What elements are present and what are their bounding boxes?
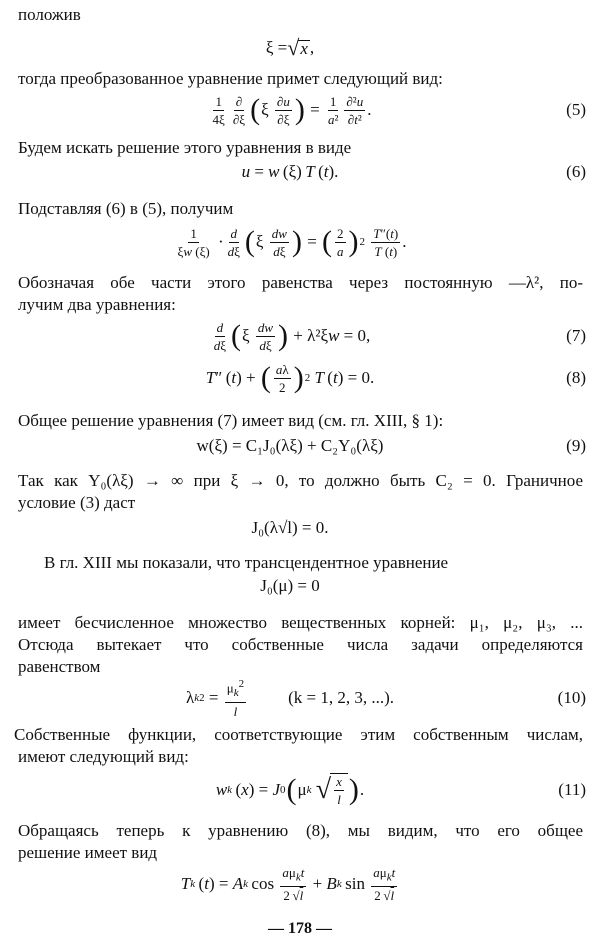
equation-boundary xyxy=(0,506,600,550)
text-line: положив xyxy=(18,5,81,24)
equation-transcendental xyxy=(0,568,600,604)
equation-number: (11) xyxy=(558,780,586,799)
text-line: лучим два уравнения: xyxy=(18,295,176,314)
text-line: условие (3) даст xyxy=(18,493,136,512)
equation-11: w k ( x ) = J 0 ( μ k √ $\frac{x}{l}$ ) . (11) xyxy=(215,773,586,807)
text-line: имеют следующий вид: xyxy=(18,747,189,766)
equation-8: T ″ ( t ) + ( $\frac{a\lambda}{2}$ ) 2 T ( t ) = 0. (8) xyxy=(205,361,586,395)
text-line: Так как Y₀(λξ) → ∞ при ξ → 0, то должно быть C₂ = 0. Граничное xyxy=(18,471,583,490)
transcendental-text: J₀(μ) = 0 xyxy=(260,576,320,595)
equation-number: (6) xyxy=(566,162,586,181)
text-line: Отсюда вытекает что собственные числа задачи определяются xyxy=(18,635,583,654)
equation-10: λ k 2 = $\frac{\mu_k^2}{l}$ (k = 1, 2, 3, ...). (10) xyxy=(185,678,586,719)
equation-general-solution: T k ( t ) = A k cos $\frac{a\mu_kt}{2 √l}$ + B k sin $\frac{a\mu_kt}{2 √l}$ xyxy=(180,864,396,904)
text-line: Обозначая обе части этого равенства через постоянную —λ², по- xyxy=(18,273,583,292)
equation-separated: $\frac{1}{\xi w (\xi)}$ · $\frac{d}{d\xi}$ ( ξ $\frac{dw}{d\xi}$ ) = ( $\frac{2}{a}$ ) 2 $\frac{T''(t)}{T (t)}$ . xyxy=(177,225,407,259)
equation-number: (5) xyxy=(566,100,586,119)
equation-7: $\frac{d}{d\xi}$ ( ξ $\frac{dw}{d\xi}$ ) + λ²ξ w = 0, (7) xyxy=(213,319,586,353)
text-line: имеет бесчисленное множество вещественных корней: μ₁, μ₂, μ₃, ... xyxy=(18,613,583,632)
text-line: Обращаясь теперь к уравнению (8), мы видим, что его общее xyxy=(18,821,583,840)
equation-number: (8) xyxy=(566,368,586,387)
text-line: Подставляя (6) в (5), получим xyxy=(18,199,234,218)
equation-9-text: w(ξ) = C₁J₀(λξ) + C₂Y₀(λξ) xyxy=(196,436,384,455)
text-line: Собственные функции, соответствующие этим собственным числам, xyxy=(14,725,583,744)
text-line: решение имеет вид xyxy=(18,843,158,862)
boundary-text: J₀(λ√l) = 0. xyxy=(251,518,329,537)
text-line: В гл. XIII мы показали, что трансцендентное уравнение xyxy=(44,553,449,572)
equation-number: (10) xyxy=(557,688,586,707)
text-line: Общее решение уравнения (7) имеет вид (см. гл. XIII, § 1): xyxy=(18,411,444,430)
equation-9 xyxy=(0,426,600,466)
text-line: равенством xyxy=(18,657,101,676)
k-range: (k = 1, 2, 3, ...). xyxy=(288,687,395,707)
equation-number: (7) xyxy=(566,326,586,345)
equation-xi-substitution: ξ = √ x , xyxy=(265,35,315,60)
text-line: тогда преобразованное уравнение примет следующий вид: xyxy=(18,69,443,88)
equation-6: u = w (ξ) T ( t ). (6) xyxy=(241,162,586,181)
page-number: — 178 — xyxy=(268,920,332,937)
equation-number: (9) xyxy=(566,436,586,455)
text-line: Будем искать решение этого уравнения в виде xyxy=(18,138,352,157)
equation-5: $\frac{1}{4\xi}$ $\frac{\partial}{\partial\xi}$ ( ξ $\frac{\partial u}{\partial\xi}$ ) = $\frac{1}{\text{a²}}$ $\frac{\text{∂²u}}{\text{∂t²}}$ . (5) xyxy=(212,93,586,127)
